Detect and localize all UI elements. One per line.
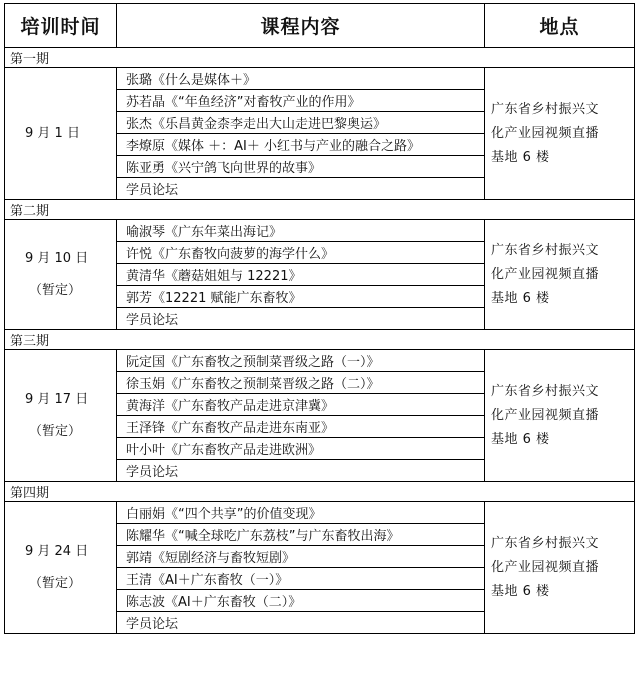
course-item: 李燎原《媒体 ＋：AI＋ 小红书与产业的融合之路》 (117, 134, 485, 156)
period-row (5, 200, 635, 220)
location-line: 广东省乡村振兴文 (491, 383, 600, 399)
course-row (5, 502, 635, 524)
course-item: 学员论坛 (117, 178, 485, 200)
training-date: 9 月 24 日 (25, 543, 89, 559)
header-location: 地点 (485, 4, 635, 48)
training-date-cell (5, 350, 117, 482)
course-item: 郭芳《12221 赋能广东畜牧》 (117, 286, 485, 308)
course-item: 郭靖《短剧经济与畜牧短剧》 (117, 546, 485, 568)
course-item: 许悦《广东畜牧向菠萝的海学什么》 (117, 242, 485, 264)
training-schedule-table (4, 3, 635, 634)
course-item: 张杰《乐昌黄金柰李走出大山走进巴黎奥运》 (117, 112, 485, 134)
course-item: 陈志波《AI＋广东畜牧（二）》 (117, 590, 485, 612)
location-line: 基地 6 楼 (491, 583, 550, 599)
course-item: 张璐《什么是媒体＋》 (117, 68, 485, 90)
location-line: 广东省乡村振兴文 (491, 535, 600, 551)
course-item: 陈耀华《“喊全球吃广东荔枝”与广东畜牧出海》 (117, 524, 485, 546)
location-line: 基地 6 楼 (491, 431, 550, 447)
training-date-cell (5, 502, 117, 634)
location-cell (485, 502, 635, 634)
location-line: 广东省乡村振兴文 (491, 101, 600, 117)
course-item: 白丽娟《“四个共享”的价值变现》 (117, 502, 485, 524)
period-row (5, 330, 635, 350)
period-row (5, 48, 635, 68)
course-row (5, 350, 635, 372)
header-content: 课程内容 (117, 4, 485, 48)
location-line: 化产业园视频直播 (491, 559, 600, 575)
training-date-cell (5, 220, 117, 330)
course-item: 阮定国《广东畜牧之预制菜晋级之路（一）》 (117, 350, 485, 372)
training-date: 9 月 17 日 (25, 391, 89, 407)
period-label: 第一期 (5, 48, 635, 68)
course-item: 学员论坛 (117, 308, 485, 330)
period-label: 第四期 (5, 482, 635, 502)
location-cell (485, 350, 635, 482)
course-item: 学员论坛 (117, 612, 485, 634)
training-date-cell (5, 68, 117, 200)
location-line: 化产业园视频直播 (491, 407, 600, 423)
header-row (5, 4, 635, 48)
period-label: 第三期 (5, 330, 635, 350)
course-item: 学员论坛 (117, 460, 485, 482)
course-item: 陈亚勇《兴宁鸽飞向世界的故事》 (117, 156, 485, 178)
location-line: 化产业园视频直播 (491, 125, 600, 141)
course-item: 叶小叶《广东畜牧产品走进欧洲》 (117, 438, 485, 460)
course-item: 王泽锋《广东畜牧产品走进东南亚》 (117, 416, 485, 438)
course-item: 黄海洋《广东畜牧产品走进京津冀》 (117, 394, 485, 416)
location-line: 基地 6 楼 (491, 149, 550, 165)
period-row (5, 482, 635, 502)
course-item: 徐玉娟《广东畜牧之预制菜晋级之路（二）》 (117, 372, 485, 394)
header-time: 培训时间 (5, 4, 117, 48)
course-item: 黄清华《蘑菇姐姐与 12221》 (117, 264, 485, 286)
training-date: 9 月 1 日 (25, 125, 80, 141)
location-line: 广东省乡村振兴文 (491, 242, 600, 258)
course-item: 苏若晶《“年鱼经济”对畜牧产业的作用》 (117, 90, 485, 112)
date-note: （暂定） (29, 423, 82, 439)
date-note: （暂定） (29, 575, 82, 591)
course-item: 喻淑琴《广东年菜出海记》 (117, 220, 485, 242)
location-line: 化产业园视频直播 (491, 266, 600, 282)
location-cell (485, 68, 635, 200)
date-note: （暂定） (29, 282, 82, 298)
location-cell (485, 220, 635, 330)
course-item: 王清《AI＋广东畜牧（一）》 (117, 568, 485, 590)
course-row (5, 68, 635, 90)
period-label: 第二期 (5, 200, 635, 220)
training-date: 9 月 10 日 (25, 250, 89, 266)
location-line: 基地 6 楼 (491, 290, 550, 306)
course-row (5, 220, 635, 242)
